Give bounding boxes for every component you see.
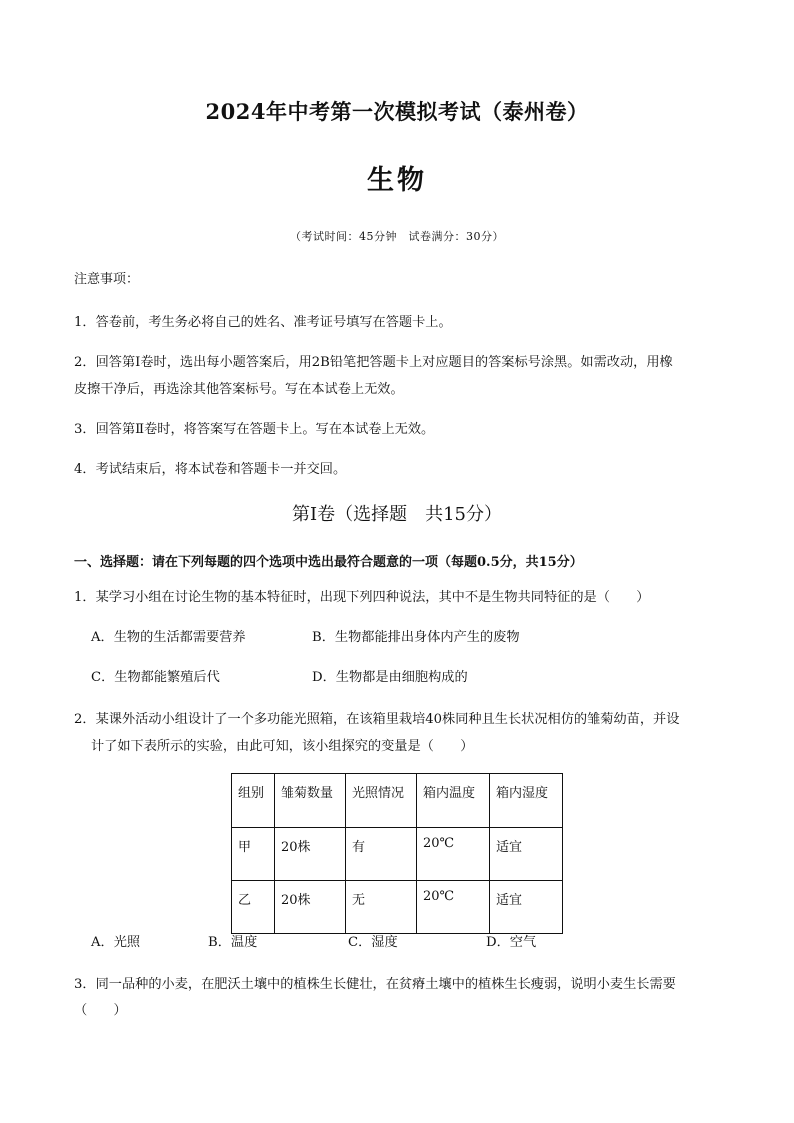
question-2-stem-line-1: 2．某课外活动小组设计了一个多功能光照箱，在该箱里栽培40株同种且生长状况相仿的雏菊幼苗，并设 — [74, 712, 680, 727]
question-1-option-a: A．生物的生活都需要营养 — [91, 630, 246, 645]
subject-title: 生物 — [367, 165, 427, 196]
notice-item-1: 1．答卷前，考生务必将自己的姓名、准考证号填写在答题卡上。 — [74, 315, 452, 330]
question-1-option-d: D．生物都是由细胞构成的 — [312, 670, 468, 685]
experiment-table — [231, 773, 563, 934]
table-cell: 无 — [346, 881, 417, 934]
table-cell: 20℃ — [417, 828, 490, 881]
question-1-option-b: B．生物都能排出身体内产生的废物 — [312, 630, 520, 645]
table-cell: 20株 — [275, 828, 346, 881]
table-header-cell: 组别 — [232, 774, 275, 828]
notice-item-3: 3．回答第Ⅱ卷时，将答案写在答题卡上。写在本试卷上无效。 — [74, 422, 435, 437]
notice-item-2: 2．回答第Ⅰ卷时，选出每小题答案后，用2B铅笔把答题卡上对应题目的答案标号涂黑。如需改动，用橡 — [74, 355, 673, 370]
question-3-stem-line-1: 3．同一品种的小麦，在肥沃土壤中的植株生长健壮，在贫瘠土壤中的植株生长瘦弱，说明小麦生长需要 — [74, 977, 676, 992]
question-2-option-d: D．空气 — [486, 935, 537, 950]
table-cell: 适宜 — [490, 828, 563, 881]
part-heading: 一、选择题：请在下列每题的四个选项中选出最符合题意的一项（每题0.5分，共15分） — [74, 555, 583, 570]
question-1-option-c: C．生物都能繁殖后代 — [91, 670, 220, 685]
notice-heading: 注意事项： — [74, 272, 140, 287]
table-cell: 适宜 — [490, 881, 563, 934]
table-header-cell: 箱内湿度 — [490, 774, 563, 828]
table-cell: 20株 — [275, 881, 346, 934]
table-header-row — [232, 774, 563, 828]
table-cell: 20℃ — [417, 881, 490, 934]
table-cell: 甲 — [232, 828, 275, 881]
section-heading: 第Ⅰ卷（选择题 共15分） — [291, 504, 502, 525]
question-2-stem-line-2: 计了如下表所示的实验，由此可知，该小组探究的变量是（ ） — [91, 739, 474, 754]
table-header-cell: 箱内温度 — [417, 774, 490, 828]
table-row — [232, 828, 563, 881]
question-2-option-c: C．湿度 — [348, 935, 398, 950]
table-cell: 乙 — [232, 881, 275, 934]
table-header-cell: 雏菊数量 — [275, 774, 346, 828]
exam-title: 2024年中考第一次模拟考试（泰州卷） — [205, 99, 589, 124]
exam-info: （考试时间：45分钟 试卷满分：30分） — [290, 230, 504, 243]
notice-item-2-continued: 皮擦干净后，再选涂其他答案标号。写在本试卷上无效。 — [74, 382, 404, 397]
question-1-stem: 1．某学习小组在讨论生物的基本特征时，出现下列四种说法，其中不是生物共同特征的是（ ） — [74, 590, 650, 605]
question-3-stem-line-2: （ ） — [74, 1003, 127, 1018]
table-cell: 有 — [346, 828, 417, 881]
table-header-cell: 光照情况 — [346, 774, 417, 828]
question-2-option-a: A．光照 — [91, 935, 141, 950]
question-2-option-b: B．温度 — [208, 935, 258, 950]
notice-item-4: 4．考试结束后，将本试卷和答题卡一并交回。 — [74, 462, 347, 477]
table-row — [232, 881, 563, 934]
